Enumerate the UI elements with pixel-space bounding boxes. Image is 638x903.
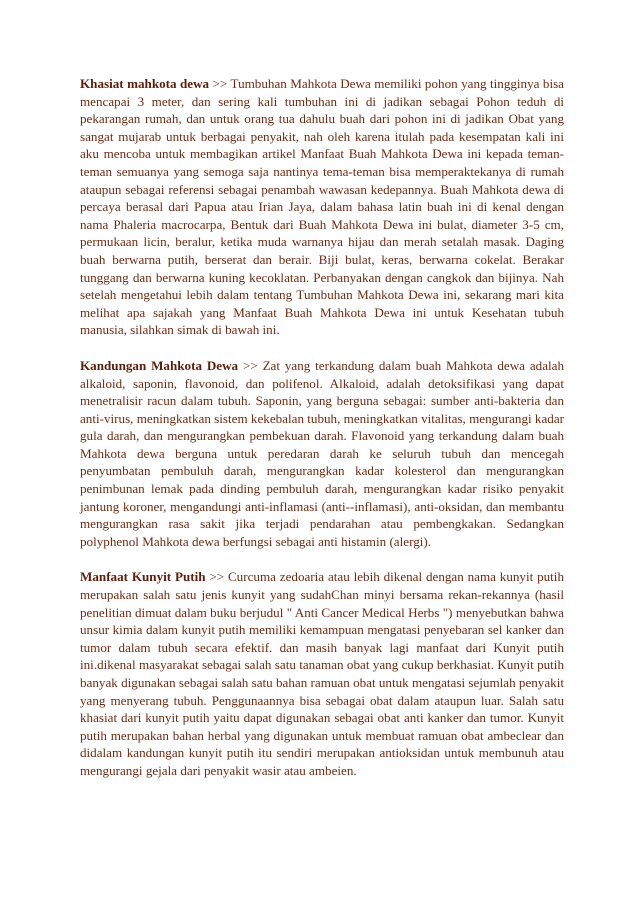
document-page <box>80 75 564 798</box>
paragraph-kandungan-mahkota-dewa <box>80 357 564 551</box>
section-separator: >> <box>209 76 231 91</box>
section-body: Curcuma zedoaria atau lebih dikenal dengan nama kunyit putih merupakan salah satu jenis kunyit yang sudahChan minyi bersama rekan-rekannya (hasil penelitian dimuat dalam buku berjudul " Anti Cancer Medical Herbs ") menyebutkan bahwa unsur kimia dalam kunyit putih memiliki kemampuan mengatasi penyebaran sel kanker dan tumor dalam tubuh secara efektif. dan masih banyak lagi manfaat dari Kunyit putih ini.dikenal masyarakat sebagai salah satu tanaman obat yang cukup berkhasiat. Kunyit putih banyak digunakan sebagai salah satu bahan ramuan obat untuk mengatasi sejumlah penyakit yang menyerang tubuh. Penggunaannya bisa sebagai obat dalam ataupun luar. Salah satu khasiat dari kunyit putih yaitu dapat digunakan sebagai obat anti kanker dan tumor. Kunyit putih merupakan bahan herbal yang digunakan untuk membuat ramuan obat ambeclear dan didalam kandungan kunyit putih itu sendiri merupakan antioksidan untuk membunuh atau mengurangi gejala dari penyakit wasir atau ambeien. <box>80 569 564 778</box>
section-separator: >> <box>238 357 263 373</box>
section-body: Tumbuhan Mahkota Dewa memiliki pohon yang tingginya bisa mencapai 3 meter, dan sering kali tumbuhan ini di jadikan sebagai Pohon teduh di pekarangan rumah, dan untuk orang tua dahulu buah dari pohon ini di jadikan Obat yang sangat mujarab untuk berbagai penyakit, nah oleh karena itulah pada kesempatan kali ini aku mencoba untuk membagikan artikel Manfaat Buah Mahkota Dewa ini kepada teman-teman semuanya yang semoga saja nantinya tema-teman bisa memperaktekanya di rumah ataupun sebagai referensi sebagai penambah wawasan kedepannya. Buah Mahkota dewa di percaya berasal dari Papua atau Irian Jaya, dalam bahasa latin buah ini di kenal dengan nama Phaleria macrocarpa, Bentuk dari Buah Mahkota Dewa ini bulat, diameter 3-5 cm, permukaan licin, beralur, ketika muda warnanya hijau dan merah setalah masak. Daging buah berwarna putih, berserat dan berair. Biji bulat, keras, berwarna cokelat. Berakar tunggang dan berwarna kuning kecoklatan. Perbanyakan dengan cangkok dan bijinya. Nah setelah mengetahui lebih dalam tentang Tumbuhan Mahkota Dewa ini, sekarang mari kita melihat apa sajakah yang Manfaat Buah Mahkota Dewa ini untuk Kesehatan tubuh manusia, silahkan simak di bawah ini. <box>80 76 564 338</box>
section-heading: Kandungan Mahkota Dewa <box>80 357 239 373</box>
section-heading: Khasiat mahkota dewa <box>80 76 210 91</box>
paragraph-manfaat-kunyit-putih <box>80 568 564 779</box>
section-heading: Manfaat Kunyit Putih <box>80 569 206 585</box>
paragraph-khasiat-mahkota-dewa <box>80 75 564 339</box>
section-separator: >> <box>205 569 228 585</box>
section-body: Zat yang terkandung dalam buah Mahkota dewa adalah alkaloid, saponin, flavonoid, dan polifenol. Alkaloid, adalah detoksifikasi yang dapat menetralisir racun dalam tubuh. Saponin, yang berguna sebagai: sumber anti-bakteria dan anti-virus, meningkatkan sistem kekebalan tubuh, meningkatkan vitalitas, mengurangi kadar gula darah, dan mengurangkan pembekuan darah. Flavonoid yang terkandung dalam buah Mahkota dewa berguna untuk peredaran darah ke seluruh tubuh dan mencegah penyumbatan pembuluh darah, mengurangkan kadar kolesterol dan mengurangkan penimbunan lemak pada dinding pembuluh darah, mengurangkan kadar risiko penyakit jantung koroner, mengandungi anti-inflamasi (anti--inflamasi), anti-oksidan, dan membantu mengurangkan rasa sakit jika terjadi pendarahan atau pembengkakan. Sedangkan polyphenol Mahkota dewa berfungsi sebagai anti histamin (alergi). <box>80 357 564 549</box>
